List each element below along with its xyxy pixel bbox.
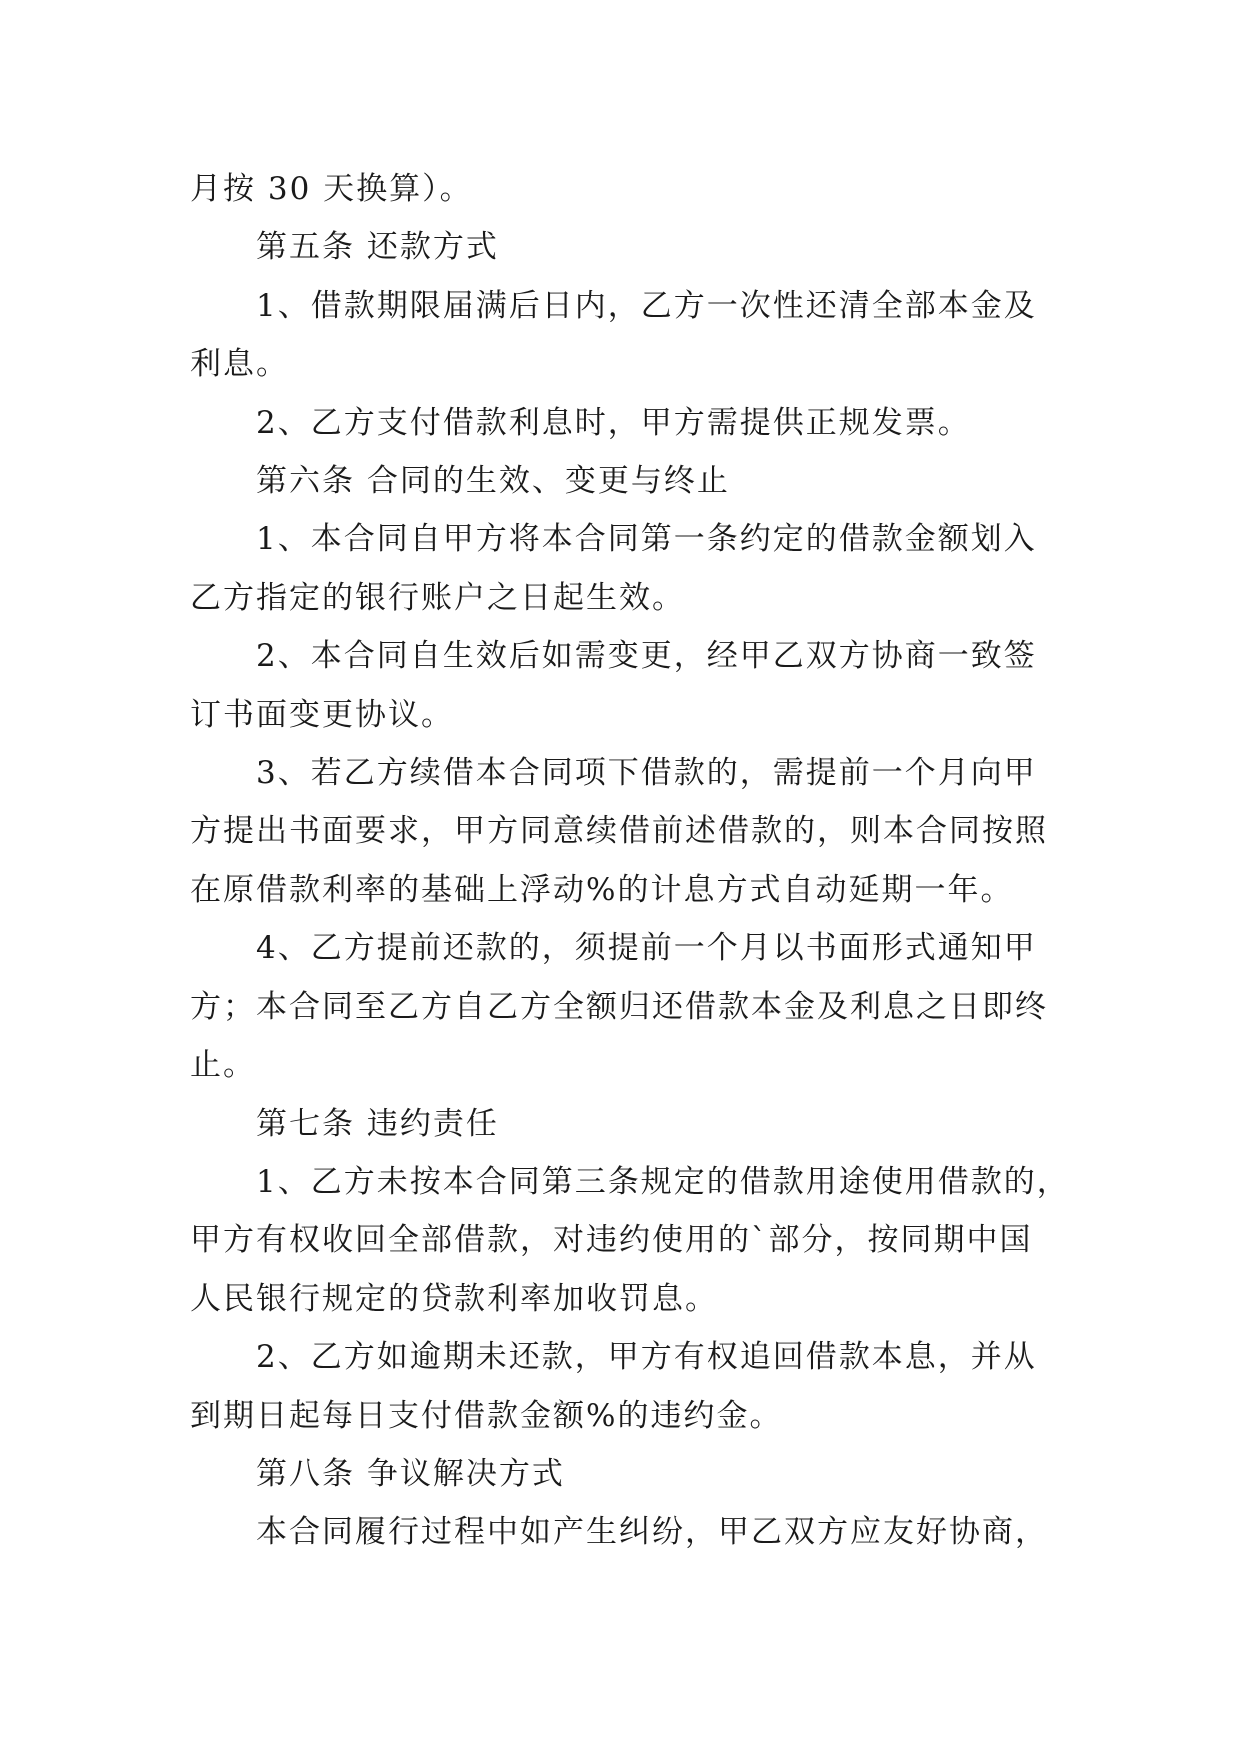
text-line: 1、借款期限届满后日内，乙方一次性还清全部本金及 [256, 287, 1037, 324]
text-line: 止。 [190, 1047, 256, 1084]
text-line: 4、乙方提前还款的，须提前一个月以书面形式通知甲 [256, 930, 1037, 967]
text-line: 利息。 [190, 346, 289, 383]
text-line: 2、本合同自生效后如需变更，经甲乙双方协商一致签 [256, 638, 1037, 675]
section-heading-7: 第七条 违约责任 [256, 1105, 499, 1142]
section-heading-6: 第六条 合同的生效、变更与终止 [256, 463, 730, 500]
text-line: 月按 30 天换算）。 [190, 171, 473, 207]
text-line: 乙方指定的银行账户之日起生效。 [190, 579, 685, 616]
text-line: 方；本合同至乙方自乙方全额归还借款本金及利息之日即终 [190, 988, 1048, 1025]
text-line: 到期日起每日支付借款金额%的违约金。 [190, 1397, 783, 1434]
text-line: 本合同履行过程中如产生纠纷，甲乙双方应友好协商， [256, 1514, 1048, 1551]
text-line: 方提出书面要求，甲方同意续借前述借款的，则本合同按照 [190, 813, 1048, 850]
section-heading-5: 第五条 还款方式 [256, 229, 499, 266]
contract-body [190, 160, 1070, 1562]
text-line: 在原借款利率的基础上浮动%的计息方式自动延期一年。 [190, 871, 1014, 908]
section-heading-8: 第八条 争议解决方式 [256, 1455, 565, 1492]
text-line: 1、本合同自甲方将本合同第一条约定的借款金额划入 [256, 521, 1037, 558]
text-line: 2、乙方支付借款利息时，甲方需提供正规发票。 [256, 404, 971, 441]
text-line: 2、乙方如逾期未还款，甲方有权追回借款本息，并从 [256, 1339, 1037, 1376]
text-line: 甲方有权收回全部借款，对违约使用的`部分，按同期中国 [190, 1222, 1033, 1259]
text-line: 订书面变更协议。 [190, 696, 454, 733]
text-line: 3、若乙方续借本合同项下借款的，需提前一个月向甲 [256, 755, 1037, 792]
text-line: 人民银行规定的贷款利率加收罚息。 [190, 1280, 718, 1317]
text-line: 1、乙方未按本合同第三条规定的借款用途使用借款的， [256, 1163, 1070, 1200]
